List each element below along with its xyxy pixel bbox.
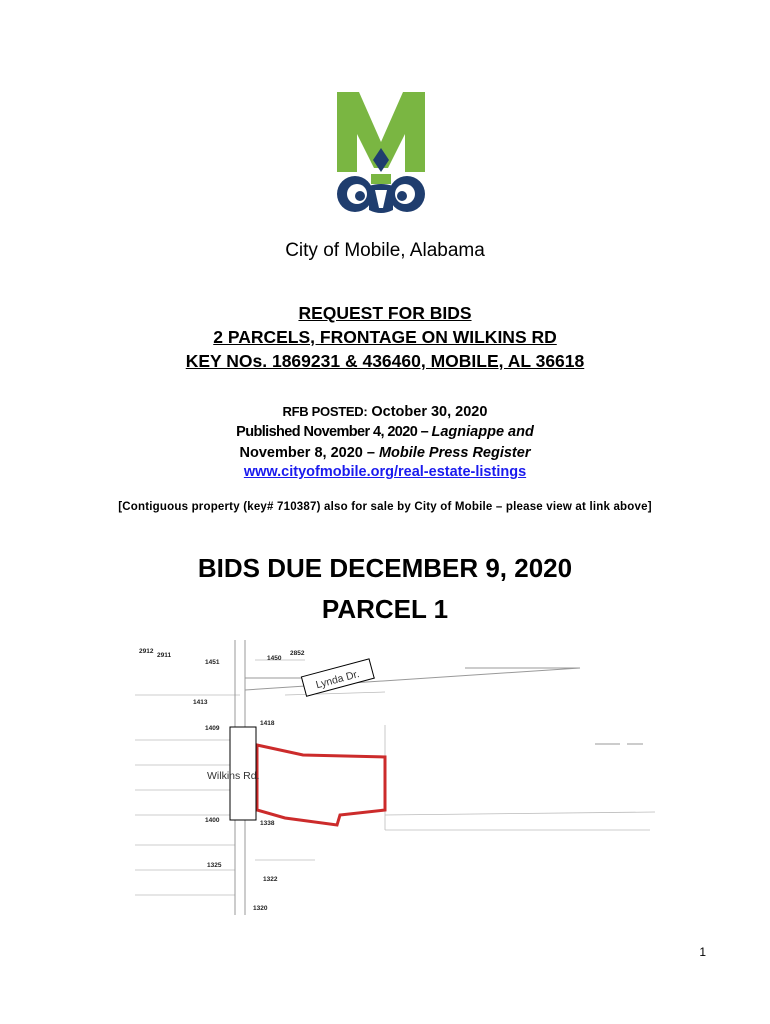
parcel-outline bbox=[257, 745, 385, 825]
wilkins-road-label: Wilkins Rd. bbox=[207, 770, 260, 782]
parcel-map bbox=[135, 640, 655, 915]
published-line-2 bbox=[0, 443, 770, 464]
published-2-prefix: November 8, 2020 – bbox=[239, 445, 375, 461]
page-number: 1 bbox=[699, 945, 706, 959]
lot-number: 1320 bbox=[253, 905, 268, 912]
posted-date: October 30, 2020 bbox=[371, 404, 488, 420]
parcel-heading: PARCEL 1 bbox=[321, 594, 449, 624]
lot-number: 1338 bbox=[260, 820, 275, 827]
title-line-3: KEY NOs. 1869231 & 436460, MOBILE, AL 36618 bbox=[185, 351, 585, 371]
listings-link[interactable]: www.cityofmobile.org/real-estate-listings bbox=[243, 464, 527, 480]
title-line-2: 2 PARCELS, FRONTAGE ON WILKINS RD bbox=[213, 327, 557, 347]
lynda-drive-label: Lynda Dr. bbox=[314, 668, 361, 692]
city-name: City of Mobile, Alabama bbox=[285, 240, 485, 261]
published-line-1 bbox=[0, 422, 770, 443]
lot-number: 2911 bbox=[157, 652, 172, 659]
lot-number: 2912 bbox=[139, 648, 154, 655]
lot-number: 1400 bbox=[205, 817, 220, 824]
published-paper-1: Lagniappe and bbox=[431, 424, 534, 440]
lot-number: 1451 bbox=[205, 659, 220, 666]
lot-number: 2852 bbox=[290, 650, 305, 657]
contiguous-note: [Contiguous property (key# 710387) also for sale by City of Mobile – please view at link above] bbox=[118, 501, 652, 513]
lot-number: 1413 bbox=[193, 699, 208, 706]
published-prefix: Published November 4, 2020 – bbox=[236, 424, 429, 440]
posted-label: RFB POSTED: bbox=[282, 404, 368, 419]
lot-number: 1322 bbox=[263, 876, 278, 883]
lot-number: 1325 bbox=[207, 862, 222, 869]
published-paper-2: Mobile Press Register bbox=[378, 445, 531, 461]
lot-number: 1450 bbox=[267, 655, 282, 662]
posted-line bbox=[0, 401, 770, 423]
lot-number: 1418 bbox=[260, 720, 275, 727]
bids-due-heading: BIDS DUE DECEMBER 9, 2020 bbox=[197, 553, 573, 583]
lot-number: 1409 bbox=[205, 725, 220, 732]
title-line-1: REQUEST FOR BIDS bbox=[298, 303, 472, 323]
city-of-mobile-logo-icon bbox=[333, 90, 429, 216]
